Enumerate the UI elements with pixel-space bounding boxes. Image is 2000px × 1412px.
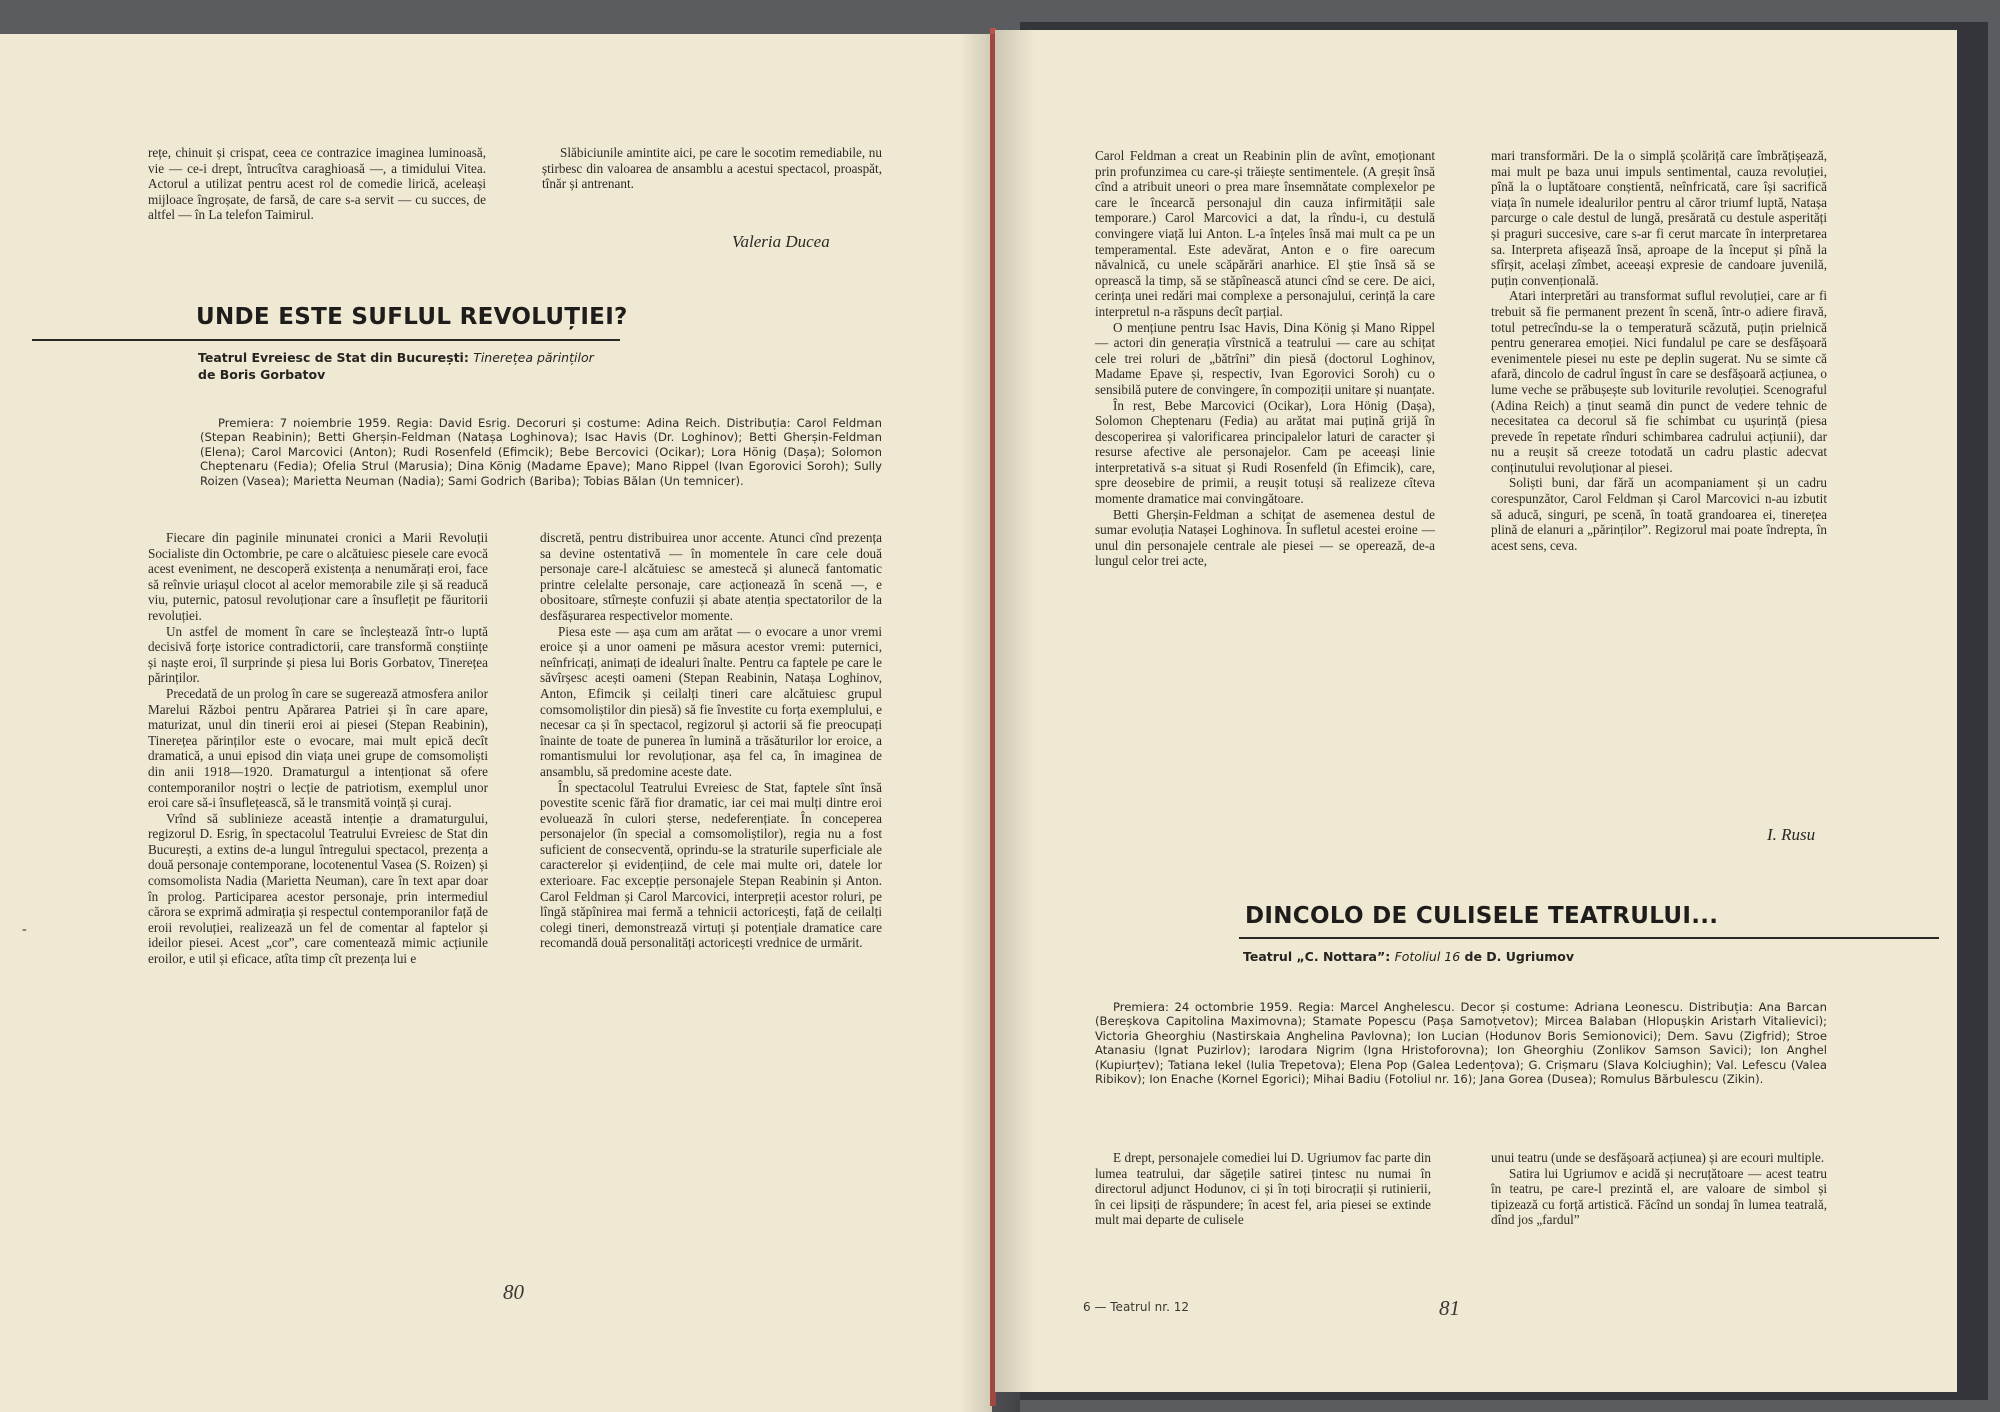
body-paragraph: Fiecare din paginile minunatei cronici a Marii Revoluții Socialiste din Octombrie, pe care o alcătuiesc piesele care evocă acest eveniment, ne descoperă existența a nenumărați eroi, face să reînvie uriașul clocot al acelor memorabile zile și să readucă viu, puternic, patosul revoluționar care a însuflețit pe făuritorii revoluției.	[148, 530, 488, 623]
play-title: Fotoliul 16	[1394, 949, 1461, 964]
right-col-1	[1095, 148, 1435, 569]
body-col-2	[540, 530, 882, 951]
body-paragraph: Un astfel de moment în care se încleștează într-o luptă decisivă forțe istorice contradictorii, care transformă conștiințe și naște eroi, îl surprinde și piesa lui Boris Gorbatov, Tinerețea părinților.	[148, 623, 488, 686]
body-paragraph: În rest, Bebe Marcovici (Ocikar), Lora Hönig (Dașa), Solomon Cheptenaru (Fedia) au arătat mai puțină grijă în descoperirea și valorificarea principalelor laturi de caracter și resurse afective ale personajelor. Cam pe aceeași linie interpretativă s-a situat și Rudi Rosenfeld (în Efimcik), care, spre deosebire de primii, a reușit totuși să realizeze cîteva momente dramatice mai convingătoare.	[1095, 397, 1435, 507]
body-paragraph: discretă, pentru distribuirea unor accente. Atunci cînd prezența sa devine ostentativă — în momentele în care cele două personaje care-l alcătuiesc se amestecă și alunecă fantomatic printre celelalte personaje, care acționează în scenă —, e obositoare, stîrnește confuzii și abate atenția spectatorilor de la desfășurarea respectivelor momente.	[540, 530, 882, 623]
intro-paragraph-2: Slăbiciunile amintite aici, pe care le socotim remediabile, nu știrbesc din valoarea de ansamblu a acestui spectacol, proaspăt, tînăr și antrenant.	[542, 145, 882, 192]
credits-paragraph: Premiera: 24 octombrie 1959. Regia: Marcel Anghelescu. Decor și costume: Adriana Leonescu. Distribuția: Ana Barcan (Bereșkova Capitolina Maximovna); Stamate Popescu (Pașa Samoțvetov); Mircea Balaban (Hlopușkin Aristarh Vitalievici); Victoria Gheorghiu (Nastirskaia Anghelina Pavlovna); Ion Lucian (Hodunov Boris Semionovici); Dem. Savu (Zigfrid); Stroe Atanasiu (Ignat Puzirlov); Iarodara Nigrim (Igna Hristoforovna); Ion Gheorghiu (Zonlikov Samson Savici); Ion Anghel (Kupiurțev); Tatiana Iekel (Iulia Trepetova); Elena Pop (Galea Ledențova); G. Crișmaru (Slava Kolciughin); Val. Lefescu (Valea Ribikov); Ion Enache (Kornel Egorici); Mihai Badiu (Fotoliul nr. 16); Jana Gorea (Dusea); Romulus Bărbulescu (Zikin).	[1095, 1000, 1827, 1087]
page-number-right: 81	[1439, 1296, 1460, 1320]
heading-rule-right	[1239, 937, 1939, 939]
body-paragraph: În spectacolul Teatrului Evreiesc de Stat, faptele sînt însă povestite scenic fără fior dramatic, iar cei mai mulți dintre eroi evoluează în culori șterse, nedeferențiate. În conceperea personajelor (în special a comsomoliștilor), regia nu a fost suficient de consecventă, oprindu-se la straturile superficiale ale caracterelor și evidențiind, de cele mai multe ori, datele lor exterioare. Fac excepție personajele Stepan Reabinin și Anton. Carol Feldman și Carol Marcovici, interpreții acestor roluri, pe lîngă stăpînirea mai fermă a tehnicii actoricești, față de ceilalți colegi tineri, demonstrează virtuți și potențiale dramatice care recomandă două personalități actoricești vrednice de urmărit.	[540, 779, 882, 951]
play-author: de D. Ugriumov	[1464, 949, 1574, 964]
bottom-col-1	[1095, 1150, 1431, 1228]
body-paragraph: O mențiune pentru Isac Havis, Dina König și Mano Rippel — actori din generația vîrstnică a teatrului — care au schițat cele trei roluri de „bătrîni” din piesă (doctorul Loghinov, Madame Epave și, respectiv, Ivan Egorovici Soroh) cu o sensibilă putere de convingere, în compoziții unitare și nuanțate.	[1095, 319, 1435, 397]
credits-left	[200, 416, 882, 488]
credits-right	[1095, 1000, 1827, 1086]
article-heading-right: DINCOLO DE CULISELE TEATRULUI...	[1245, 903, 1719, 929]
theatre-name: Teatrul Evreiesc de Stat din București:	[198, 350, 469, 365]
right-col-2	[1491, 148, 1827, 553]
body-paragraph: Betti Gherșin-Feldman a schițat de asemenea destul de sumar evoluția Natașei Loghinova. În sufletul acestei eroine — unul din personajele centrale ale piesei — se operează, de-a lungul celor trei acte,	[1095, 506, 1435, 569]
body-paragraph: Vrînd să sublinieze această intenție a dramaturgului, regizorul D. Esrig, în spectacolul Teatrului Evreiesc de Stat din București, a extins de-a lungul întregului spectacol, prezența a două personaje contemporane, locotenentul Vasea (S. Roizen) și comsomolista Nadia (Marietta Neuman), care în text apar doar în prolog. Participarea acestor personaje, prin intermediul cărora se exprimă admirația și respectul contemporanilor față de eroii revoluției, realizează un fel de comentar al faptelor și ideilor piesei. Acest „cor”, care comentează mimic acțiunile eroilor, e util și eficace, atîta timp cît prezența lui e	[148, 810, 488, 967]
signature-i-rusu: I. Rusu	[1767, 825, 1816, 844]
play-author: de Boris Gorbatov	[198, 367, 326, 382]
credits-paragraph: Premiera: 7 noiembrie 1959. Regia: David Esrig. Decoruri și costume: Adina Reich. Distribuția: Carol Feldman (Stepan Reabinin); Betti Gherșin-Feldman (Natașa Loghinova); Isac Havis (Dr. Loghinov); Betti Gherșin-Feldman (Elena); Carol Marcovici (Anton); Rudi Rosenfeld (Efimcik); Bebe Bercovici (Ocikar); Lora Hönig (Dașa); Solomon Cheptenaru (Fedia); Ofelia Strul (Marusia); Dina König (Madame Epave); Mano Rippel (Ivan Egorovici Soroh); Sully Roizen (Vasea); Marietta Neuman (Nadia); Sami Godrich (Bariba); Tobias Bălan (Un temnicer).	[200, 416, 882, 488]
body-col-1	[148, 530, 488, 967]
body-paragraph: Piesa este — așa cum am arătat — o evocare a unor vremi eroice și a unor oameni pe măsura acestor vremi: puternici, neînfricați, animați de idealuri înalte. Pentru ca faptele pe care le săvîrșesc acești oameni (Stepan Reabinin, Natașa Loghinov, Anton, Efimcik și ceilalți tineri care alcătuiesc grupul comsomoliștilor din piesă) să fie învestite cu forța exemplului, e necesar ca și în spectacol, regizorul și actorii să fie preocupați înainte de toate de punerea în lumină a trăsăturilor lor eroice, a romantismului lor revoluționar, așa fel ca, în imaginea de ansamblu, să predomine aceste date.	[540, 623, 882, 779]
theatre-line-right	[1243, 948, 1803, 965]
play-title: Tinerețea părinților	[473, 350, 594, 365]
bottom-col-2	[1491, 1150, 1827, 1228]
article-heading-left: UNDE ESTE SUFLUL REVOLUȚIEI?	[196, 304, 628, 330]
body-paragraph: Atari interpretări au transformat suflul revoluției, care ar fi trebuit să fie permanent prezent în scenă, într-o adiere firavă, totul petrecîndu-se la o temperatură scăzută, puțin prielnică pentru generarea emoției. Nici fundalul pe care se desfășoară evenimentele piesei nu este pe deplin sugerat. Nu se simte că afară, dincolo de cadrul îngust în care se desfășoară acțiunea, o lume veche se prăbușește sub loviturile revoluției. Scenograful (Adina Reich) a ținut seamă din punct de vedere tehnic de necesitatea ca decorul să fie schimbat cu ușurință (piesa prevede în repetate rînduri schimbarea cadrului acțiunii), dar nu a reușit să creeze totodată un cadru plastic adecvat conținutului revoluționar al piesei.	[1491, 288, 1827, 475]
intro-col-2	[542, 145, 882, 192]
body-paragraph: E drept, personajele comediei lui D. Ugriumov fac parte din lumea teatrului, dar săgețile satirei țintesc nu numai în directorul adjunct Hodunov, ci și în toți birocrații și rutinierii, în cei lipsiți de răspundere; în acest fel, aria piesei se extinde mult mai departe de culisele	[1095, 1150, 1431, 1228]
left-page	[0, 34, 992, 1412]
signature-valeria-ducea: Valeria Ducea	[732, 232, 830, 251]
body-paragraph: Precedată de un prolog în care se sugerează atmosfera anilor Marelui Război pentru Apărarea Patriei și în care apare, maturizat, unul din tinerii eroi ai piesei (Stepan Reabinin), Tinerețea părinților este o evocare, mai mult epică decît dramatică, a unui episod din viața unei grupe de comsomoliști din anii 1918—1920. Dramaturgul a intenționat să ofere contemporanilor noștri o lecție de patriotism, exemplul unor eroi care să-i însuflețească, să le transmită voință și curaj.	[148, 685, 488, 811]
heading-rule-left	[32, 339, 620, 341]
body-paragraph: Soliști buni, dar fără un acompaniament și un cadru corespunzător, Carol Feldman și Carol Marcovici n-au izbutit să aducă, singuri, pe scenă, în toată grandoarea ei, tinerețea plină de elanuri a „părinților”. Regizorul mai poate îndrepta, în acest sens, ceva.	[1491, 475, 1827, 553]
margin-mark: -	[22, 922, 27, 937]
theatre-name: Teatrul „C. Nottara”:	[1243, 949, 1391, 964]
body-paragraph: unui teatru (unde se desfășoară acțiunea) și are ecouri multiple.	[1491, 1150, 1825, 1165]
issue-line: 6 — Teatrul nr. 12	[1083, 1300, 1190, 1314]
theatre-line-left	[198, 349, 758, 383]
body-paragraph: Carol Feldman a creat un Reabinin plin de avînt, emoționant prin profunzimea cu care-și trăiește sentimentele. (A greșit însă cînd a atribuit uneori o prea mare însemnătate complexelor pe care le încearcă personajul din cauza infirmității sale temporare.) Carol Marcovici a dat, la rîndu-i, cu destulă convingere viață lui Anton. L-a înțeles însă mai mult ca pe un temperamental. Este adevărat, Anton e o fire oarecum năvalnică, cu unele scăpărări anarhice. El știe însă să se oprească la timp, să se stăpînească atunci cînd se cere. De aici, cerința unei redări mai complexe a personajului, cerință la care interpretul n-a răspuns decît parțial.	[1095, 148, 1435, 319]
body-paragraph: mari transformări. De la o simplă școlăriță care îmbrățișează, mai mult pe baza unui impuls sentimental, cauza revoluției, pînă la o luptătoare conștientă, neînfricată, care își sacrifică viața în numele idealurilor pentru al căror triumf luptă, Natașa parcurge o cale destul de lungă, presărată cu destule asperități și praguri succesive, care s-ar fi cerut marcate în interpretarea sa. Interpreta afișează însă, aproape de la început și pînă la sfîrșit, același zîmbet, aceeași expresie de candoare juvenilă, puțin convențională.	[1491, 148, 1827, 288]
intro-paragraph-1: rețe, chinuit și crispat, ceea ce contrazice imaginea luminoasă, vie — ce-i drept, întrucîtva caraghioasă —, a timidului Vitea. Actorul a utilizat pentru acest rol de comedie lirică, aceleași mijloace îngroșate, de farsă, de care s-a servit — cu succes, de altfel — în La telefon Taimirul.	[148, 145, 486, 223]
right-page	[995, 30, 1957, 1392]
page-number-left: 80	[503, 1280, 524, 1304]
intro-col-1	[148, 145, 486, 223]
body-paragraph: Satira lui Ugriumov e acidă și necruțătoare — acest teatru în teatru, pe care-l prezintă el, are valoare de simbol și tipizează cu forță artistică. Făcînd un sondaj în lumea teatrală, dînd jos „fardul”	[1491, 1165, 1827, 1228]
